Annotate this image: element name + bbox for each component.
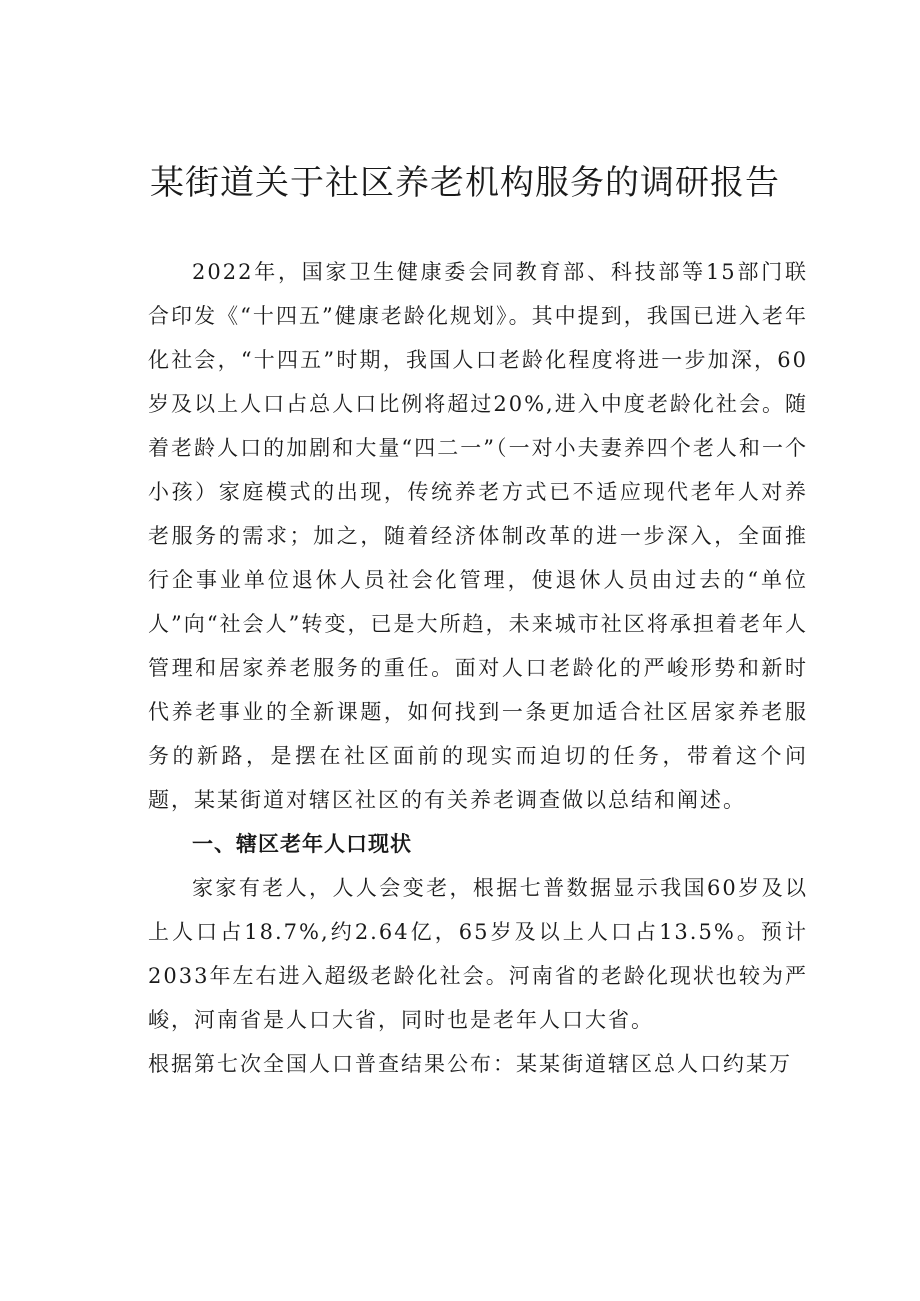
section-heading: 一、辖区老年人口现状: [192, 832, 412, 856]
section-continuation: 根据第七次全国人口普查结果公布：某某街道辖区总人口约某万: [148, 1052, 792, 1076]
document-title: 某街道关于社区养老机构服务的调研报告: [150, 163, 780, 203]
intro-paragraph: 2022年，国家卫生健康委会同教育部、科技部等15部门联合印发《“十四五”健康老龄化规划》。其中提到，我国已进入老年化社会，“十四五”时期，我国人口老龄化程度将进一步加深，60岁及以上人口占总人口比例将超过20%,进入中度老龄化社会。随着老龄人口的加剧和大量“四二一”（一对小夫妻养四个老人和一个小孩）家庭模式的出现，传统养老方式已不适应现代老年人对养老服务的需求；加之，随着经济体制改革的进一步深入，全面推行企事业单位退休人员社会化管理，使退休人员由过去的“单位人”向“社会人”转变，已是大所趋，未来城市社区将承担着老年人管理和居家养老服务的重任。面对人口老龄化的严峻形势和新时代养老事业的全新课题，如何找到一条更加适合社区居家养老服务的新路，是摆在社区面前的现实而迫切的任务，带着这个问题，某某街道对辖区社区的有关养老调查做以总结和阐述。: [148, 260, 808, 812]
section-paragraph: 家家有老人，人人会变老，根据七普数据显示我国60岁及以上人口占18.7%,约2.64亿，65岁及以上人口占13.5%。预计2033年左右进入超级老龄化社会。河南省的老龄化现状也较为严峻，河南省是人口大省，同时也是老年人口大省。: [148, 876, 808, 1032]
document-body: [148, 250, 808, 1086]
